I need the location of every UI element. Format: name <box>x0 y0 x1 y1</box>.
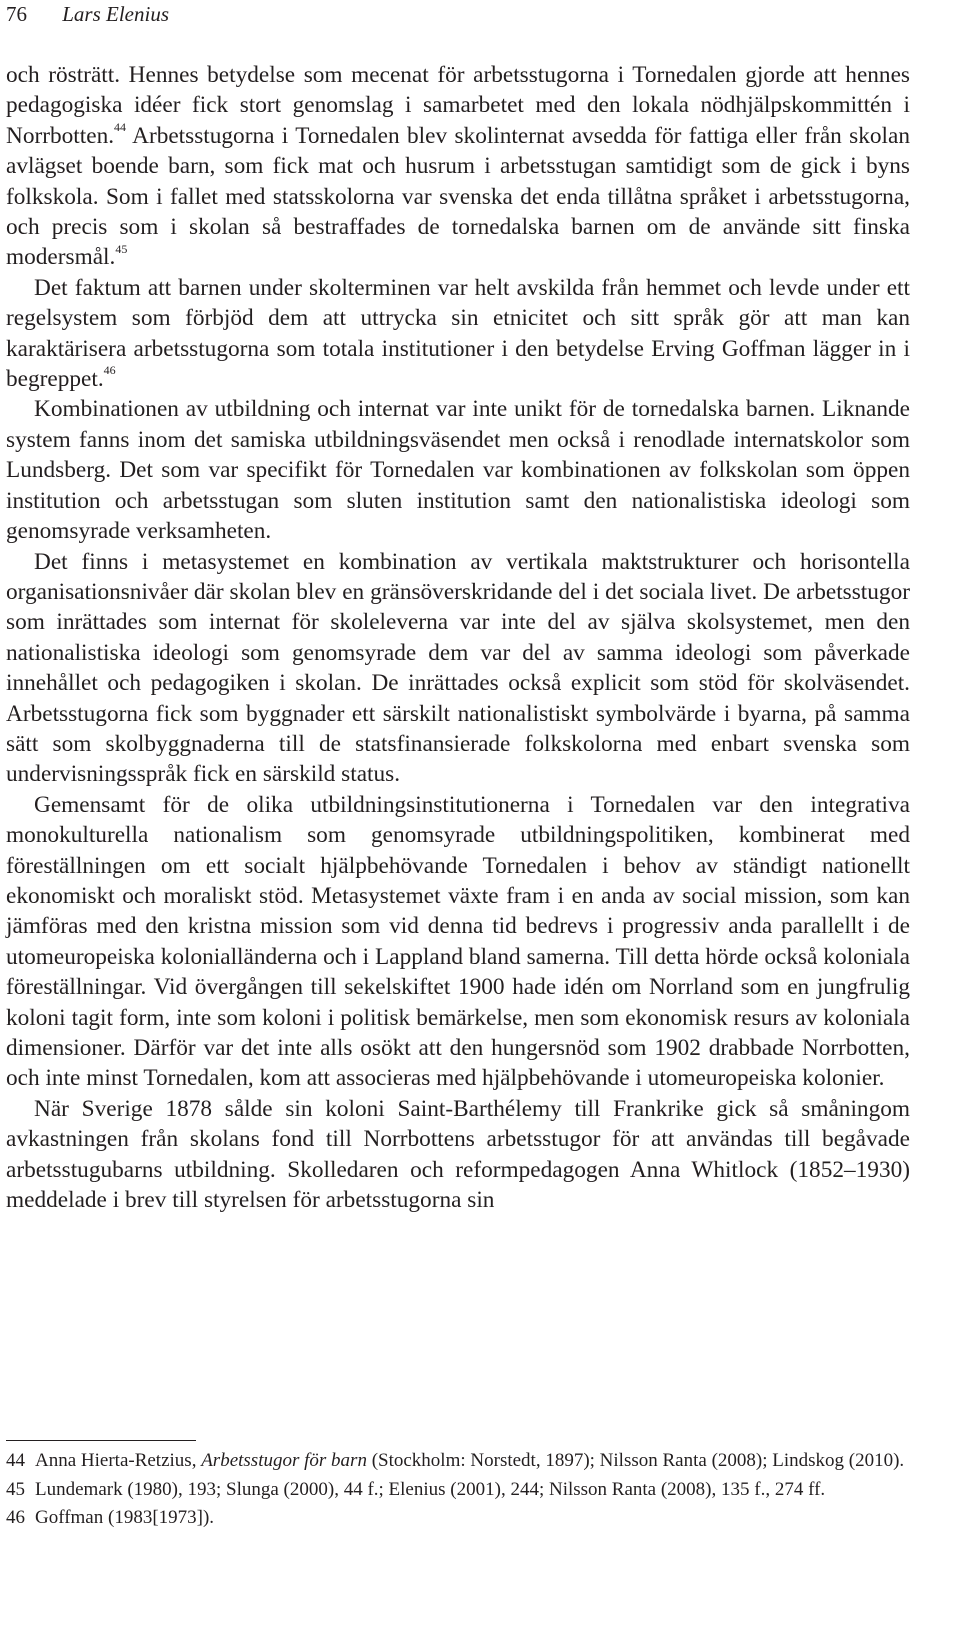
footnote-number: 46 <box>6 1507 25 1528</box>
paragraph-4: Det finns i metasystemet en kombination av vertikala maktstrukturer och horisontella organisationsnivåer där skolan blev en gränsöverskridande del i det sociala livet. De arbetsstugor som inrättades som internat för skoleleverna var inte del av själva skolsystemet, men den nationalistiska ideologi som genomsyrade dem var del av samma ideologi som påverkade innehållet och pedagogiken i skolan. De inrättades också explicit som stöd för skolväsendet. Arbetsstugorna fick som byggnader ett särskilt nationalistiskt symbolvärde i byarna, på samma sätt som skolbyggnaderna till de statsfinansierade folkskolorna med enbart svenska som undervisningsspråk fick en särskild status. <box>6 548 910 788</box>
body-text <box>6 60 910 1215</box>
running-head-author: Lars Elenius <box>62 2 170 26</box>
footnote-text: Goffman (1983[1973]). <box>35 1507 215 1528</box>
footnote-number: 45 <box>6 1478 25 1500</box>
footnote-text-part: (Stockholm: Norstedt, 1897); Nilsson Ranta (2008); Lindskog (2010). <box>366 1450 905 1471</box>
footnote-46 <box>6 1506 910 1531</box>
footnote-45 <box>6 1478 910 1503</box>
footnote-title: Arbetsstugor för barn <box>201 1450 367 1471</box>
page-number: 76 <box>6 2 27 26</box>
footnote-text: Lundemark (1980), 193; Slunga (2000), 44 f.; Elenius (2001), 244; Nilsson Ranta (2008), 135 f., 274 ff. <box>35 1478 826 1500</box>
paragraph-text: Arbetsstugorna i Tornedalen blev skolinternat avsedda för fattiga eller från skolan avlägset boende barn, som fick mat och husrum i arbetsstugan samtidigt som de gick i byns folkskola. Som i fallet med statsskolorna var svenska det enda tillåtna språket i arbetsstugorna, och precis som i skolan så bestraffades de tornedalska barnen om de använde sitt finska modersmål. <box>6 122 910 271</box>
paragraph-text: och rösträtt. Hennes betydelse som mecenat för arbetsstugorna i Tornedalen gjorde att hennes pedagogiska idéer fick stort genomslag i samarbetet med den lokala nödhjälpskommittén i Norrbotten. <box>6 62 910 149</box>
paragraph-1 <box>6 60 910 273</box>
footnote-text-part: Anna Hierta-Retzius, <box>35 1450 202 1471</box>
footnote-ref-46[interactable]: 46 <box>103 363 116 378</box>
footnote-divider <box>6 1440 196 1441</box>
running-header <box>6 2 169 27</box>
paragraph-3: Kombinationen av utbildning och internat var inte unikt för de tornedalska barnen. Liknande system fanns inom det samiska utbildningsväsendet men också i renodlade internatskolor som Lundsberg. Det som var specifikt för Tornedalen var kombinationen av folkskolan som öppen institution och arbetsstugan som sluten institution samt den nationalistiska ideologi som genomsyrade verksamheten. <box>6 396 910 545</box>
footnote-text <box>35 1449 910 1474</box>
paragraph-6: När Sverige 1878 sålde sin koloni Saint-Barthélemy till Frankrike gick så småningom avkastningen från skolans fond till Norrbottens arbetsstugor för att användas till begåvade arbetsstugubarns utbildning. Skolledaren och reformpedagogen Anna Whitlock (1852–1930) meddelade i brev till styrelsen för arbetsstugorna sin <box>6 1095 910 1214</box>
paragraph-text: Det faktum att barnen under skolterminen var helt avskilda från hemmet och levde under ett regelsystem som förbjöd dem att uttrycka sin etnicitet och sitt språk gör att man kan karaktärisera arbetsstugorna som totala institutioner i den betydelse Erving Goffman lägger in i begreppet. <box>6 274 910 393</box>
paragraph-2 <box>6 273 910 395</box>
footnote-ref-45[interactable]: 45 <box>115 241 128 256</box>
footnotes <box>6 1449 910 1535</box>
footnote-number: 44 <box>6 1450 25 1471</box>
paragraph-5: Gemensamt för de olika utbildningsinstitutionerna i Tornedalen var den integrativa monokulturella nationalism som genomsyrade utbildningspolitiken, kombinerat med föreställningen om ett socialt hjälpbehövande Tornedalen i behov av ständigt nationellt ekonomiskt och moraliskt stöd. Metasystemet växte fram i en anda av social mission, som kan jämföras med den kristna mission som vid denna tid bedrevs i progressiv anda parallellt i de utomeuropeiska kolonialländerna och i Lappland bland samerna. Till detta hörde också koloniala föreställningar. Vid övergången till sekelskiftet 1900 hade idén om Norrland som en jungfrulig koloni tagit form, inte som koloni i politisk bemärkelse, men som ekonomisk resurs av koloniala dimensioner. Därför var det inte alls osökt att den hungersnöd som 1902 drabbade Norrbotten, och inte minst Tornedalen, kom att associeras med hjälpbehövande i utomeuropeiska kolonier. <box>6 791 910 1092</box>
footnote-ref-44[interactable]: 44 <box>114 120 127 135</box>
footnote-44 <box>6 1449 910 1474</box>
